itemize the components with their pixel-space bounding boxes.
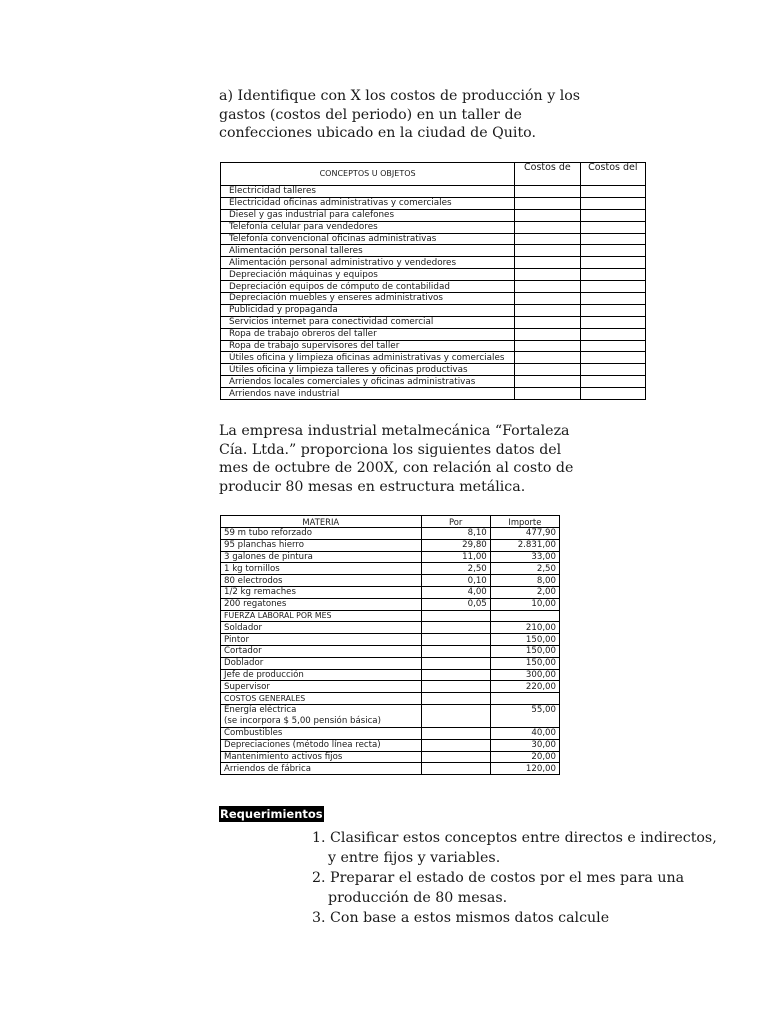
concept-label: Telefonía convencional oficinas administrativas [221,233,515,245]
item-amount: 2.831,00 [490,539,559,551]
costs-period-cell [580,281,645,293]
material-row [221,586,560,598]
item-amount: 40,00 [490,727,559,739]
item-amount: 477,90 [490,528,559,540]
item-unit-price [421,634,490,646]
item-amount: 300,00 [490,669,559,681]
item-label: 59 m tubo reforzado [221,528,422,540]
intro-line: gastos (costos del periodo) en un taller de [219,106,522,123]
concept-row [221,388,646,400]
concept-row [221,352,646,364]
costs-of-cell [515,269,580,281]
item-unit-price: 2,50 [421,563,490,575]
costs-of-cell [515,328,580,340]
concepts-table [220,162,646,400]
concept-label: Alimentación personal administrativo y vendedores [221,257,515,269]
costs-of-cell [515,293,580,305]
material-row [221,539,560,551]
concept-row [221,186,646,198]
concept-label: Publicidad y propaganda [221,304,515,316]
item-unit-price: 4,00 [421,586,490,598]
general-row [221,751,560,763]
por-header: Por [421,516,490,528]
costs-of-cell [515,245,580,257]
costs-of-cell [515,233,580,245]
energy-row [221,704,560,727]
item-label: 80 electrodos [221,575,422,587]
requirement-continuation: producción de 80 mesas. [328,890,508,906]
concept-label: Ropa de trabajo obreros del taller [221,328,515,340]
costs-period-cell [580,221,645,233]
item-amount: 8,00 [490,575,559,587]
labor-row [221,645,560,657]
general-section-row [221,693,560,705]
labor-row [221,657,560,669]
costs-of-cell [515,388,580,400]
item-label: Cortador [221,645,422,657]
concept-label: Diesel y gas industrial para calefones [221,209,515,221]
costs-of-cell [515,304,580,316]
costs-of-cell [515,186,580,198]
item-label: Combustibles [221,727,422,739]
labor-section-row [221,610,560,622]
energy-note: (se incorpora $ 5,00 pensión básica) [224,715,381,726]
materia-header: MATERIA [221,516,422,528]
concept-label: Depreciación máquinas y equipos [221,269,515,281]
labor-row [221,622,560,634]
item-amount: 120,00 [490,763,559,775]
costs-of-header: Costos de [515,163,580,186]
concept-row [221,340,646,352]
costs-of-cell [515,197,580,209]
concept-row [221,209,646,221]
materials-header-row [221,516,560,528]
requirement-continuation: y entre fijos y variables. [328,850,501,866]
item-label: 3 galones de pintura [221,551,422,563]
concept-row [221,257,646,269]
concept-label: Arriendos nave industrial [221,388,515,400]
company-line: Cía. Ltda.” proporciona los siguientes datos del [219,441,562,458]
concept-row [221,221,646,233]
item-amount: 150,00 [490,634,559,646]
costs-period-cell [580,209,645,221]
item-unit-price [421,739,490,751]
costs-period-cell [580,245,645,257]
energy-amount: 55,00 [490,704,559,727]
item-label: 200 regatones [221,598,422,610]
material-row [221,575,560,587]
costs-period-cell [580,197,645,209]
company-paragraph [219,422,574,496]
item-unit-price [421,645,490,657]
concept-label: Electricidad oficinas administrativas y comerciales [221,197,515,209]
concept-row [221,197,646,209]
item-amount: 210,00 [490,622,559,634]
costs-period-cell [580,186,645,198]
intro-line: a) Identifique con X los costos de producción y los [219,88,581,104]
costs-of-cell [515,316,580,328]
item-unit-price: 11,00 [421,551,490,563]
costs-period-cell [580,304,645,316]
material-row [221,551,560,563]
requirements-list [312,828,717,928]
concept-row [221,376,646,388]
costs-of-cell [515,209,580,221]
item-amount: 10,00 [490,598,559,610]
item-amount: 33,00 [490,551,559,563]
concept-row [221,281,646,293]
company-line: La empresa industrial metalmecánica “Fortaleza [219,423,570,439]
item-amount: 150,00 [490,645,559,657]
importe-header: Importe [490,516,559,528]
concept-row [221,245,646,257]
item-amount: 150,00 [490,657,559,669]
energy-name: Energía eléctrica [224,704,297,715]
empty-cell [421,704,490,727]
item-amount: 220,00 [490,681,559,693]
costs-period-cell [580,293,645,305]
item-label: Doblador [221,657,422,669]
item-label: Supervisor [221,681,422,693]
general-row [221,727,560,739]
concept-row [221,316,646,328]
labor-row [221,634,560,646]
costs-of-cell [515,352,580,364]
costs-period-cell [580,328,645,340]
concept-label: Telefonía celular para vendedores [221,221,515,233]
costs-period-cell [580,352,645,364]
concept-label: Alimentación personal talleres [221,245,515,257]
concept-row [221,304,646,316]
item-unit-price [421,622,490,634]
costs-of-cell [515,281,580,293]
concept-row [221,364,646,376]
item-unit-price [421,681,490,693]
concept-row [221,269,646,281]
concept-label: Servicios internet para conectividad comercial [221,316,515,328]
empty-cell [490,610,559,622]
concepts-header: CONCEPTOS U OBJETOS [221,163,515,186]
item-label: 95 planchas hierro [221,539,422,551]
concept-label: Útiles oficina y limpieza oficinas administrativas y comerciales [221,352,515,364]
costs-of-cell [515,221,580,233]
costs-period-cell [580,376,645,388]
general-row [221,763,560,775]
concept-label: Depreciación equipos de cómputo de contabilidad [221,281,515,293]
item-unit-price [421,751,490,763]
item-amount: 20,00 [490,751,559,763]
empty-cell [421,610,490,622]
section-title: FUERZA LABORAL POR MES [221,610,422,622]
requirement-item: 2. Preparar el estado de costos por el mes para una [312,870,685,886]
labor-row [221,681,560,693]
requirements-title: Requerimientos [220,807,323,821]
material-row [221,563,560,575]
item-label: Arriendos de fábrica [221,763,422,775]
concept-label: Útiles oficina y limpieza talleres y oficinas productivas [221,364,515,376]
materials-body [221,528,560,775]
item-unit-price [421,727,490,739]
materials-table [220,515,560,775]
intro-line: confecciones ubicado en la ciudad de Quito. [219,125,536,141]
concept-row [221,233,646,245]
company-line: producir 80 mesas en estructura metálica. [219,478,526,495]
costs-of-cell [515,364,580,376]
item-label: Jefe de producción [221,669,422,681]
section-title: COSTOS GENERALES [221,693,422,705]
item-unit-price: 29,80 [421,539,490,551]
concept-row [221,293,646,305]
costs-period-cell [580,233,645,245]
concept-label: Electricidad talleres [221,186,515,198]
material-row [221,598,560,610]
costs-period-cell [580,257,645,269]
requirement-item: 3. Con base a estos mismos datos calcule [312,910,610,926]
concept-label: Depreciación muebles y enseres administrativos [221,293,515,305]
item-unit-price: 8,10 [421,528,490,540]
item-label: 1 kg tornillos [221,563,422,575]
costs-of-cell [515,257,580,269]
item-label: Depreciaciones (método línea recta) [221,739,422,751]
costs-period-cell [580,388,645,400]
item-unit-price [421,657,490,669]
empty-cell [490,693,559,705]
item-amount: 2,50 [490,563,559,575]
requirement-item: 1. Clasificar estos conceptos entre directos e indirectos, [312,830,717,846]
general-row [221,739,560,751]
item-unit-price: 0,10 [421,575,490,587]
item-unit-price [421,763,490,775]
costs-of-cell [515,376,580,388]
concept-row [221,328,646,340]
item-label: Soldador [221,622,422,634]
item-amount: 2,00 [490,586,559,598]
intro-paragraph [219,87,581,143]
concepts-body [221,186,646,400]
concept-label: Ropa de trabajo supervisores del taller [221,340,515,352]
item-unit-price [421,669,490,681]
item-label: 1/2 kg remaches [221,586,422,598]
costs-of-cell [515,340,580,352]
costs-period-cell [580,364,645,376]
costs-period-cell [580,269,645,281]
item-label: Pintor [221,634,422,646]
costs-period-cell [580,340,645,352]
material-row [221,528,560,540]
item-amount: 30,00 [490,739,559,751]
item-unit-price: 0,05 [421,598,490,610]
concept-label: Arriendos locales comerciales y oficinas administrativas [221,376,515,388]
labor-row [221,669,560,681]
costs-period-cell [580,316,645,328]
costs-period-header: Costos del [580,163,645,186]
energy-label [221,704,422,727]
company-line: mes de octubre de 200X, con relación al costo de [219,460,574,476]
concepts-header-row [221,163,646,186]
item-label: Mantenimiento activos fijos [221,751,422,763]
empty-cell [421,693,490,705]
